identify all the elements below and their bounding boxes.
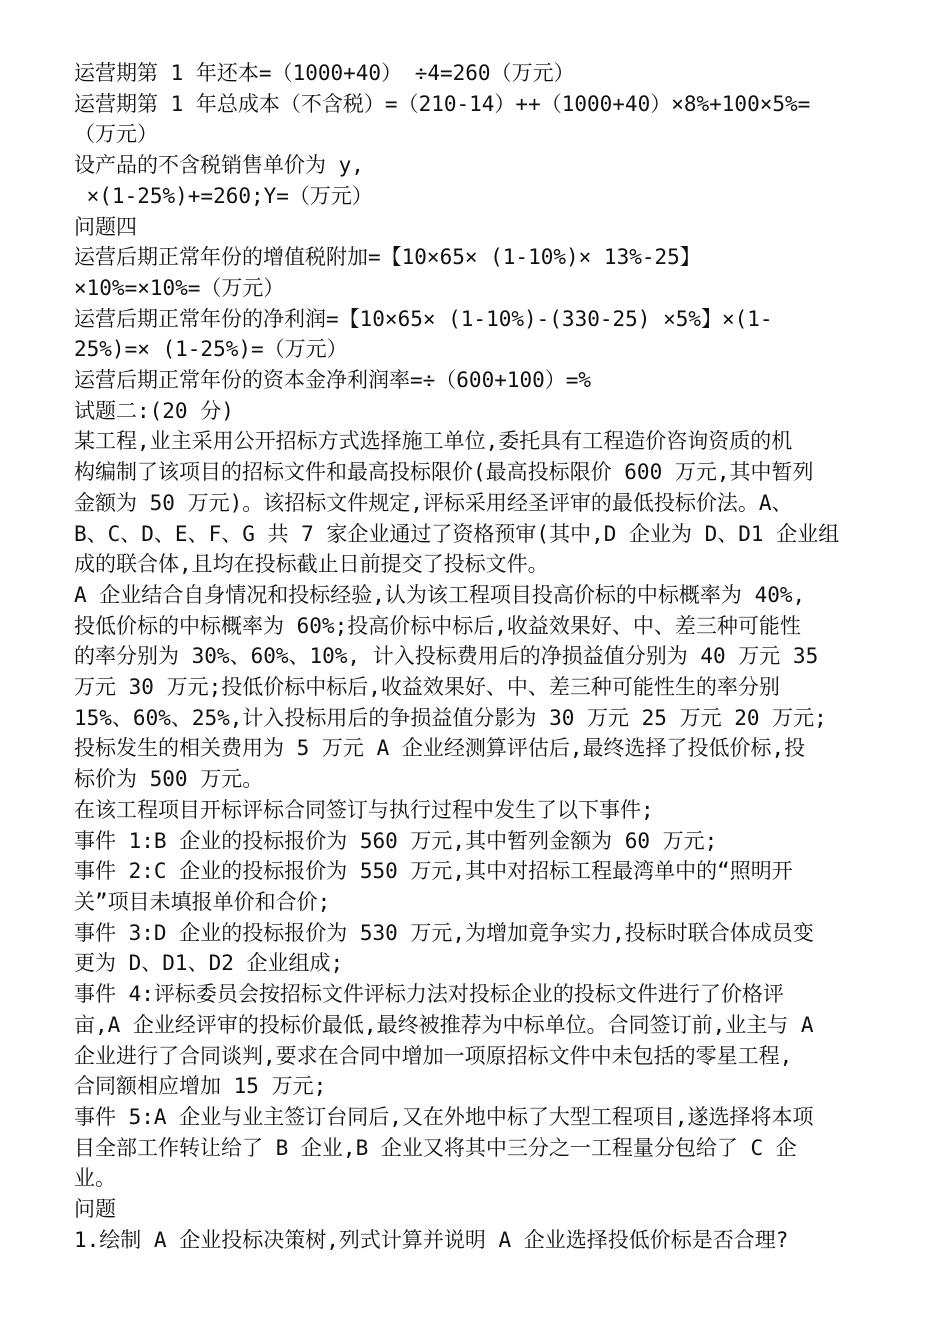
text-line: 运营期第 1 年总成本（不含税）=（210-14）++（1000+40）×8%+100×5%= xyxy=(74,91,811,116)
text-line: 成的联合体,且均在投标截止日前提交了投标文件。 xyxy=(74,552,549,577)
section-heading: 问题四 xyxy=(74,214,137,239)
text-line: 某工程,业主采用公开招标方式选择施工单位,委托具有工程造价咨询资质的机 xyxy=(74,429,793,454)
text-line: 事件 2:C 企业的投标报价为 550 万元,其中对招标工程最湾单中的“照明开 xyxy=(74,859,793,884)
text-line: 构编制了该项目的招标文件和最高投标限价(最高投标限价 600 万元,其中暂列 xyxy=(74,460,814,485)
text-line: 运营后期正常年份的资本金净利润率=÷（600+100）=% xyxy=(74,368,592,393)
text-line: 关”项目未填报单价和合价; xyxy=(74,889,331,914)
text-line: 事件 1:B 企业的投标报价为 560 万元,其中暂列金额为 60 万元; xyxy=(74,828,718,853)
text-line: B、C、D、E、F、G 共 7 家企业通过了资格预审(其中,D 企业为 D、D1 企业组 xyxy=(74,521,840,546)
text-line: A 企业结合自身情况和投标经验,认为该工程项目投高价标的中标概率为 40%, xyxy=(74,582,806,607)
text-line: （万元） xyxy=(74,122,158,147)
text-line: 运营后期正常年份的增值税附加=【10×65× (1-10%)× 13%-25】 xyxy=(74,245,701,270)
text-line: 标价为 500 万元。 xyxy=(74,767,264,792)
document-body xyxy=(74,58,864,1255)
text-line: 事件 4:评标委员会按招标文件评标力法对投标企业的投标文件进行了价格评 xyxy=(74,982,784,1007)
section-heading: 试题二:(20 分) xyxy=(74,398,234,423)
text-line: 投低价标的中标概率为 60%;投高价标中标后,收益效果好、中、差三种可能性 xyxy=(74,613,801,638)
text-line: 合同额相应增加 15 万元; xyxy=(74,1074,327,1099)
text-line: 事件 5:A 企业与业主签订台同后,又在外地中标了大型工程项目,遂选择将本项 xyxy=(74,1104,814,1129)
text-line: 25%)=× (1-25%)=（万元） xyxy=(74,337,348,362)
text-line: 业。 xyxy=(74,1166,116,1191)
text-line: 运营期第 1 年还本=（1000+40） ÷4=260（万元） xyxy=(74,61,575,85)
text-line: 设产品的不含税销售单价为 y, xyxy=(74,153,364,178)
section-heading: 问题 xyxy=(74,1197,116,1222)
text-line: 目全部工作转让给了 B 企业,B 企业又将其中三分之一工程量分包给了 C 企 xyxy=(74,1135,797,1160)
text-line: 金额为 50 万元)。该招标文件规定,评标采用经圣评审的最低投标价法。A、 xyxy=(74,490,793,515)
text-line: ×10%=×10%=（万元） xyxy=(74,275,285,300)
text-line: ×(1-25%)+=260;Y=（万元） xyxy=(74,183,373,208)
text-line: 事件 3:D 企业的投标报价为 530 万元,为增加竟争实力,投标时联合体成员变 xyxy=(74,920,814,945)
text-line: 投标发生的相关费用为 5 万元 A 企业经测算评估后,最终选择了投低价标,投 xyxy=(74,736,806,761)
text-line: 运营后期正常年份的净利润=【10×65× (1-10%)-(330-25) ×5%】×(1- xyxy=(74,306,773,331)
text-line: 的率分别为 30%、60%、10%, 计入投标费用后的净损益值分别为 40 万元 35 xyxy=(74,644,819,669)
text-line: 企业进行了合同谈判,要求在合同中增加一项原招标文件中未包括的零星工程, xyxy=(74,1043,793,1068)
text-line: 在该工程项目开标评标合同签订与执行过程中发生了以下事件; xyxy=(74,797,654,822)
text-line: 万元 30 万元;投低价标中标后,收益效果好、中、差三种可能性生的率分别 xyxy=(74,675,780,700)
text-line: 15%、60%、25%,计入投标用后的争损益值分影为 30 万元 25 万元 20 万元; xyxy=(74,705,827,730)
text-line: 亩,A 企业经评审的投标价最低,最终被推荐为中标单位。合同签订前,业主与 A xyxy=(74,1012,814,1037)
text-line: 更为 D、D1、D2 企业组成; xyxy=(74,951,344,976)
text-line: 1.绘制 A 企业投标决策树,列式计算并说明 A 企业选择投低价标是否合理? xyxy=(74,1227,789,1252)
